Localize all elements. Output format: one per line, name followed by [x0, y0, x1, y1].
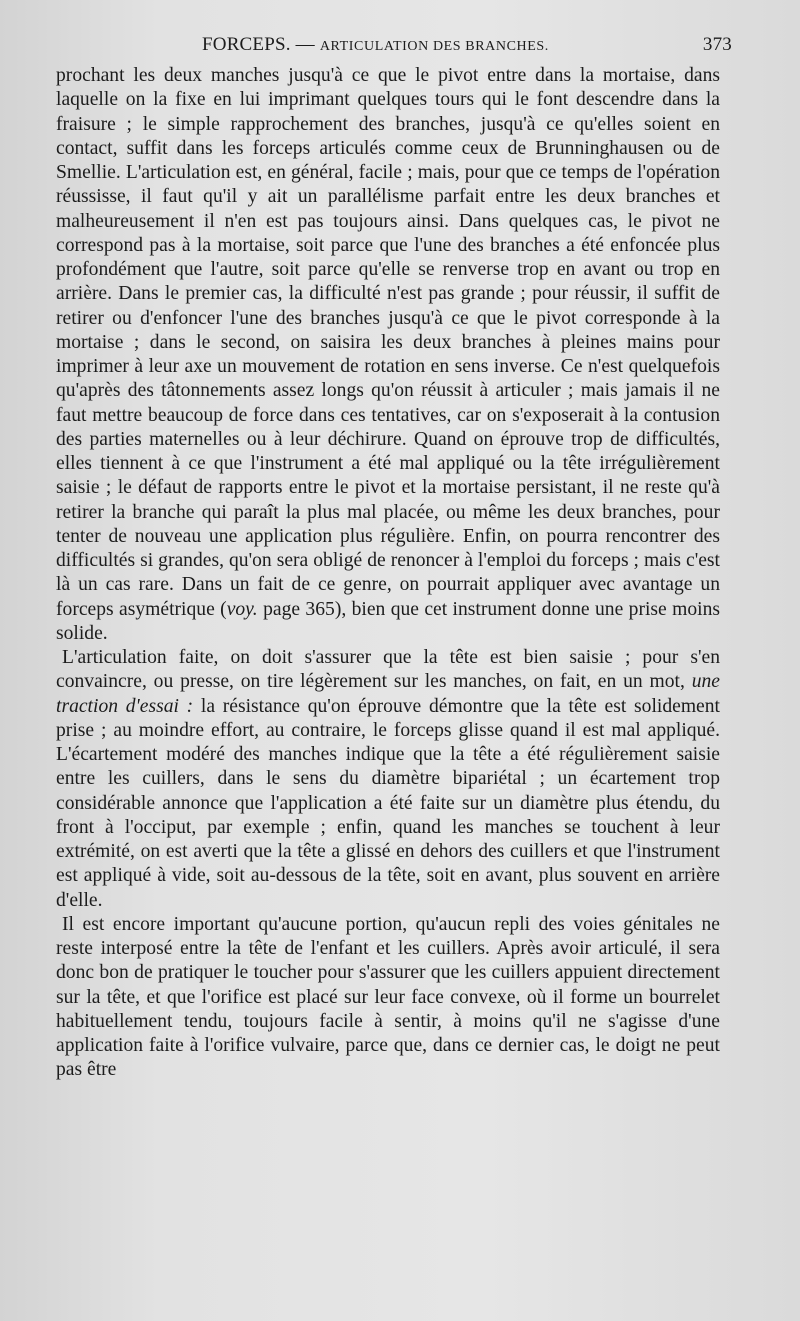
- running-title-main: FORCEPS. —: [202, 34, 315, 55]
- body-text: [56, 64, 720, 1083]
- paragraph-3-text: Il est encore important qu'aucune portion, qu'aucun repli des voies génitales ne reste interposé entre la tête de l'enfant et les cuillers. Après avoir articulé, il sera donc bon de pratiquer le toucher pour s'assurer que les cuillers appuient directement sur la tête, et que l'orifice est placé sur leur face convexe, où il forme un bourrelet habituellement tendu, toujours facile à sentir, à moins qu'il ne s'agisse d'une application faite à l'orifice vulvaire, parce que, dans ce dernier cas, le doigt ne peut pas être: [56, 913, 720, 1081]
- paragraph-2-text-a: L'articulation faite, on doit s'assurer que la tête est bien saisie ; pour s'en convaincre, ou presse, on tire légèrement sur les manches, on fait, en un mot,: [56, 647, 720, 693]
- paragraph-2-italic: une traction d'essai :: [56, 671, 720, 717]
- running-title: [202, 34, 549, 56]
- page-number: 373: [702, 34, 732, 55]
- paragraph-1: [56, 64, 720, 646]
- paragraph-2: [56, 646, 720, 913]
- running-header: [56, 34, 732, 58]
- running-title-sub: ARTICULATION DES BRANCHES.: [319, 39, 549, 54]
- paragraph-1-italic: voy.: [226, 598, 258, 620]
- paragraph-3: [56, 913, 720, 1083]
- paragraph-1-text-b: page 365), bien que cet instrument donne une prise moins solide.: [56, 598, 720, 644]
- paragraph-1-text-a: prochant les deux manches jusqu'à ce que le pivot entre dans la mortaise, dans laquelle on la fixe en lui imprimant quelques tours qui le font descendre dans la fraisure ; le simple rapprochement des branches, jusqu'à ce qu'elles soient en contact, suffit dans les forceps articulés comme ceux de Brunninghausen ou de Smellie. L'articulation est, en général, facile ; mais, pour que ce temps de l'opération réussisse, il faut qu'il y ait un parallélisme parfait entre les deux branches et malheureusement il n'en est pas toujours ainsi. Dans quelques cas, le pivot ne correspond pas à la mortaise, soit parce que l'une des branches a été enfoncée plus profondément que l'autre, soit parce qu'elle se renverse trop en avant ou trop en arrière. Dans le premier cas, la difficulté n'est pas grande ; pour réussir, il suffit de retirer ou d'enfoncer l'une des branches jusqu'à ce que le pivot corresponde à la mortaise ; dans le second, on saisira les deux branches à pleines mains pour imprimer à leur axe un mouvement de rotation en sens inverse. Ce n'est quelquefois qu'après des tâtonnements assez longs qu'on réussit à articuler ; mais jamais il ne faut mettre beaucoup de force dans ces tentatives, car on s'exposerait à la contusion des parties maternelles ou à leur déchirure. Quand on éprouve trop de difficultés, elles tiennent à ce que l'instrument a été mal appliqué ou la tête irrégulièrement saisie ; le défaut de rapports entre le pivot et la mortaise persistant, il ne reste qu'à retirer la branche qui paraît la plus mal placée, ou même les deux branches, pour tenter de nouveau une application plus régulière. Enfin, on pourra rencontrer des difficultés si grandes, qu'on sera obligé de renoncer à l'emploi du forceps ; mais c'est là un cas rare. Dans un fait de ce genre, on pourrait appliquer avec avantage un forceps asymétrique (: [56, 65, 720, 620]
- paragraph-2-text-b: la résistance qu'on éprouve démontre que la tête est solidement prise ; au moindre effort, au contraire, le forceps glisse quand il est mal appliqué. L'écartement modéré des manches indique que la tête a été régulièrement saisie entre les cuillers, dans le sens du diamètre bipariétal ; un écartement trop considérable annonce que l'application a été faite sur un diamètre plus étendu, du front à l'occiput, par exemple ; enfin, quand les manches se touchent à leur extrémité, on est averti que la tête a glissé en dehors des cuillers et que l'instrument est appliqué à vide, soit au-dessous de la tête, soit en avant, plus souvent en arrière d'elle.: [56, 695, 720, 911]
